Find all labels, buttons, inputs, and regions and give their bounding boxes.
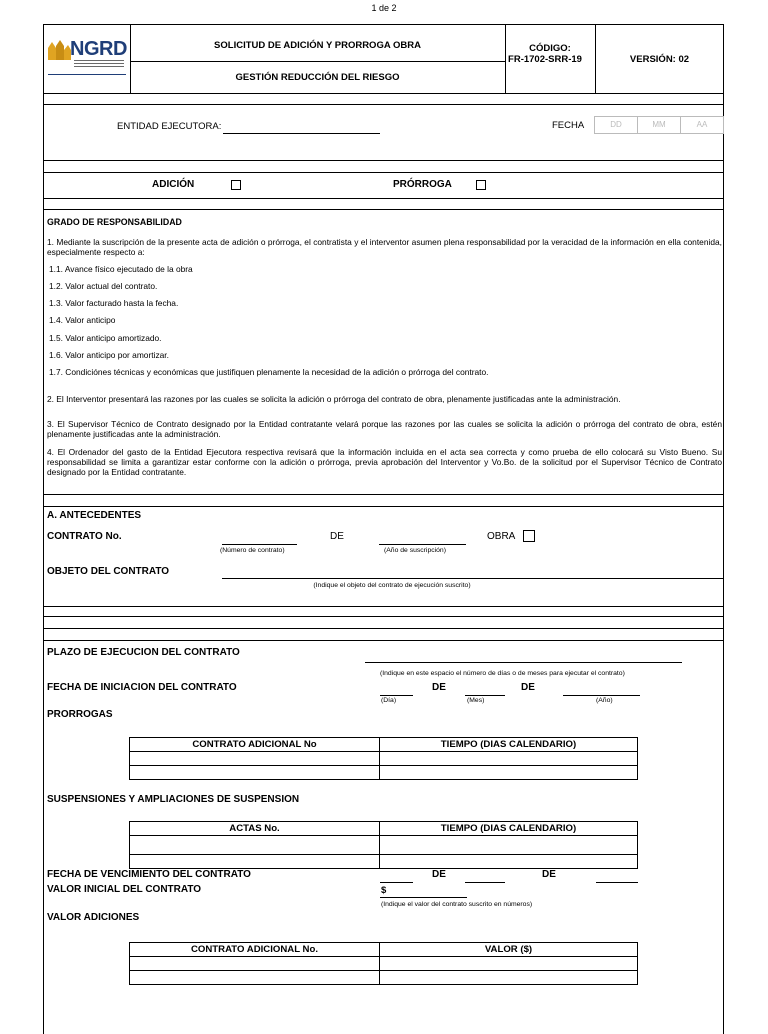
objeto-hint: (Indique el objeto del contrato de ejecución suscrito) bbox=[313, 582, 471, 589]
fecha-mm-input[interactable]: MM bbox=[637, 116, 681, 134]
grado-item: 1.5. Valor anticipo amortizado. bbox=[49, 333, 162, 343]
table-cell[interactable] bbox=[130, 752, 380, 766]
prorroga-label: PRÓRROGA bbox=[393, 179, 452, 190]
objeto-input[interactable] bbox=[222, 578, 724, 579]
de-label: DE bbox=[432, 682, 446, 693]
table-header: TIEMPO (DIAS CALENDARIO) bbox=[380, 822, 638, 836]
inicio-anio-input[interactable] bbox=[563, 695, 640, 696]
fecha-inicio-label: FECHA DE INICIACION DEL CONTRATO bbox=[47, 682, 237, 693]
grado-item: 1.3. Valor facturado hasta la fecha. bbox=[49, 298, 179, 308]
entidad-label: ENTIDAD EJECUTORA: bbox=[117, 121, 222, 132]
de-label: DE bbox=[330, 531, 344, 542]
table-cell[interactable] bbox=[130, 836, 380, 855]
table-header: VALOR ($) bbox=[380, 943, 638, 957]
form-title: SOLICITUD DE ADICIÓN Y PRORROGA OBRA bbox=[214, 40, 421, 51]
prorrogas-label: PRORROGAS bbox=[47, 709, 113, 720]
table-header: CONTRATO ADICIONAL No bbox=[130, 738, 380, 752]
table-row bbox=[130, 957, 638, 971]
version-label: VERSIÓN: 02 bbox=[629, 54, 690, 65]
divider bbox=[130, 61, 505, 62]
mes-hint: (Mes) bbox=[467, 697, 485, 704]
fecha-vencimiento-label: FECHA DE VENCIMIENTO DEL CONTRATO bbox=[47, 869, 251, 880]
grado-item: 1.4. Valor anticipo bbox=[49, 315, 116, 325]
table-cell[interactable] bbox=[380, 971, 638, 985]
grado-item: 1.7. Condiciónes técnicas y económicas que justifiquen plenamente la necesidad de la adición o prórroga del contrato. bbox=[49, 367, 489, 377]
grado-title: GRADO DE RESPONSABILIDAD bbox=[47, 217, 182, 227]
grado-paragraph-3: 3. El Supervisor Técnico de Contrato designado por la Entidad contratante velará porque las razones por las cuales se solicita la adición o prórroga del contrato de obra, estén plenamente justificadas ante la administración. bbox=[47, 419, 722, 439]
valor-adiciones-label: VALOR ADICIONES bbox=[47, 912, 140, 923]
fecha-label: FECHA bbox=[552, 120, 585, 131]
table-cell[interactable] bbox=[130, 971, 380, 985]
table-cell[interactable] bbox=[130, 855, 380, 869]
grado-item: 1.1. Avance físico ejecutado de la obra bbox=[49, 264, 193, 274]
table-cell[interactable] bbox=[130, 766, 380, 780]
objeto-label: OBJETO DEL CONTRATO bbox=[47, 566, 170, 577]
dia-hint: (Día) bbox=[381, 697, 397, 704]
table-cell[interactable] bbox=[380, 766, 638, 780]
grado-item: 1.2. Valor actual del contrato. bbox=[49, 281, 158, 291]
venc-mes-input[interactable] bbox=[465, 882, 505, 883]
table-header: ACTAS No. bbox=[130, 822, 380, 836]
contrato-no-label: CONTRATO No. bbox=[47, 531, 122, 542]
table-cell[interactable] bbox=[130, 957, 380, 971]
grado-paragraph-2: 2. El Interventor presentará las razones por las cuales se solicita la adición o prórroga del contrato de obra, plenamente justificadas ante la administración. bbox=[47, 394, 621, 404]
plazo-hint: (Indique en este espacio el número de días o de meses para ejecutar el contrato) bbox=[380, 670, 625, 677]
logo-text: NGRD bbox=[70, 38, 127, 60]
inicio-mes-input[interactable] bbox=[465, 695, 505, 696]
table-cell[interactable] bbox=[380, 957, 638, 971]
logo bbox=[46, 38, 128, 80]
contrato-no-input[interactable] bbox=[222, 544, 297, 545]
de-label: DE bbox=[432, 869, 446, 880]
anio-input[interactable] bbox=[379, 544, 466, 545]
codigo-value: FR-1702-SRR-19 bbox=[508, 54, 582, 65]
obra-label: OBRA bbox=[487, 531, 516, 542]
table-row bbox=[130, 855, 638, 869]
form-subtitle: GESTIÓN REDUCCIÓN DEL RIESGO bbox=[235, 72, 400, 83]
de-label: DE bbox=[521, 682, 535, 693]
valor-hint: (Indique el valor del contrato suscrito en números) bbox=[381, 901, 533, 908]
dollar-sign: $ bbox=[381, 885, 387, 896]
suspensiones-label: SUSPENSIONES Y AMPLIACIONES DE SUSPENSION bbox=[47, 794, 300, 805]
table-row bbox=[130, 971, 638, 985]
fecha-aa-input[interactable]: AA bbox=[680, 116, 724, 134]
shield-icon bbox=[46, 40, 72, 62]
table-cell[interactable] bbox=[380, 752, 638, 766]
table-header: TIEMPO (DIAS CALENDARIO) bbox=[380, 738, 638, 752]
adicion-checkbox[interactable] bbox=[231, 180, 241, 190]
venc-dia-input[interactable] bbox=[380, 882, 413, 883]
entidad-input[interactable] bbox=[223, 133, 380, 134]
adiciones-table bbox=[129, 942, 638, 985]
antecedentes-title: A. ANTECEDENTES bbox=[47, 510, 142, 521]
grado-item: 1.6. Valor anticipo por amortizar. bbox=[49, 350, 169, 360]
grado-paragraph-4: 4. El Ordenador del gasto de la Entidad Ejecutora respectiva revisará que la información incluida en el acta sea correcta y como prueba de ello colocará su Visto Bueno. Su responsabilidad se limita a garantizar estar conforme con la adición o prórroga, previa aprobación del Interventor y Vo.Bo. de la solicitud por el Supervisor Técnico de Contrato designado por la Entidad contratante. bbox=[47, 447, 722, 477]
adicion-label: ADICIÓN bbox=[152, 179, 195, 190]
anio-hint: (Año) bbox=[596, 697, 613, 704]
obra-checkbox[interactable] bbox=[523, 530, 535, 542]
table-cell[interactable] bbox=[380, 855, 638, 869]
numero-hint: (Número de contrato) bbox=[220, 547, 285, 554]
plazo-label: PLAZO DE EJECUCION DEL CONTRATO bbox=[47, 647, 240, 658]
de-label: DE bbox=[542, 869, 556, 880]
plazo-input[interactable] bbox=[365, 662, 682, 663]
table-row bbox=[130, 836, 638, 855]
suspensiones-table bbox=[129, 821, 638, 869]
grado-paragraph-1: 1. Mediante la suscripción de la presente acta de adición o prórroga, el contratista y el interventor asumen plena responsabilidad por la veracidad de la información en ella contenida, especialmente respecto a: bbox=[47, 237, 722, 257]
inicio-dia-input[interactable] bbox=[380, 695, 413, 696]
prorroga-checkbox[interactable] bbox=[476, 180, 486, 190]
fecha-dd-input[interactable]: DD bbox=[594, 116, 638, 134]
anio-hint: (Año de suscripción) bbox=[384, 547, 446, 554]
table-row bbox=[130, 752, 638, 766]
divider bbox=[43, 93, 724, 94]
valor-inicial-input[interactable] bbox=[380, 897, 467, 898]
prorrogas-table bbox=[129, 737, 638, 780]
table-cell[interactable] bbox=[380, 836, 638, 855]
venc-anio-input[interactable] bbox=[596, 882, 638, 883]
valor-inicial-label: VALOR INICIAL DEL CONTRATO bbox=[47, 884, 202, 895]
table-row bbox=[130, 766, 638, 780]
table-header: CONTRATO ADICIONAL No. bbox=[130, 943, 380, 957]
codigo-label: CÓDIGO: bbox=[529, 43, 571, 54]
page-number: 1 de 2 bbox=[371, 3, 397, 13]
